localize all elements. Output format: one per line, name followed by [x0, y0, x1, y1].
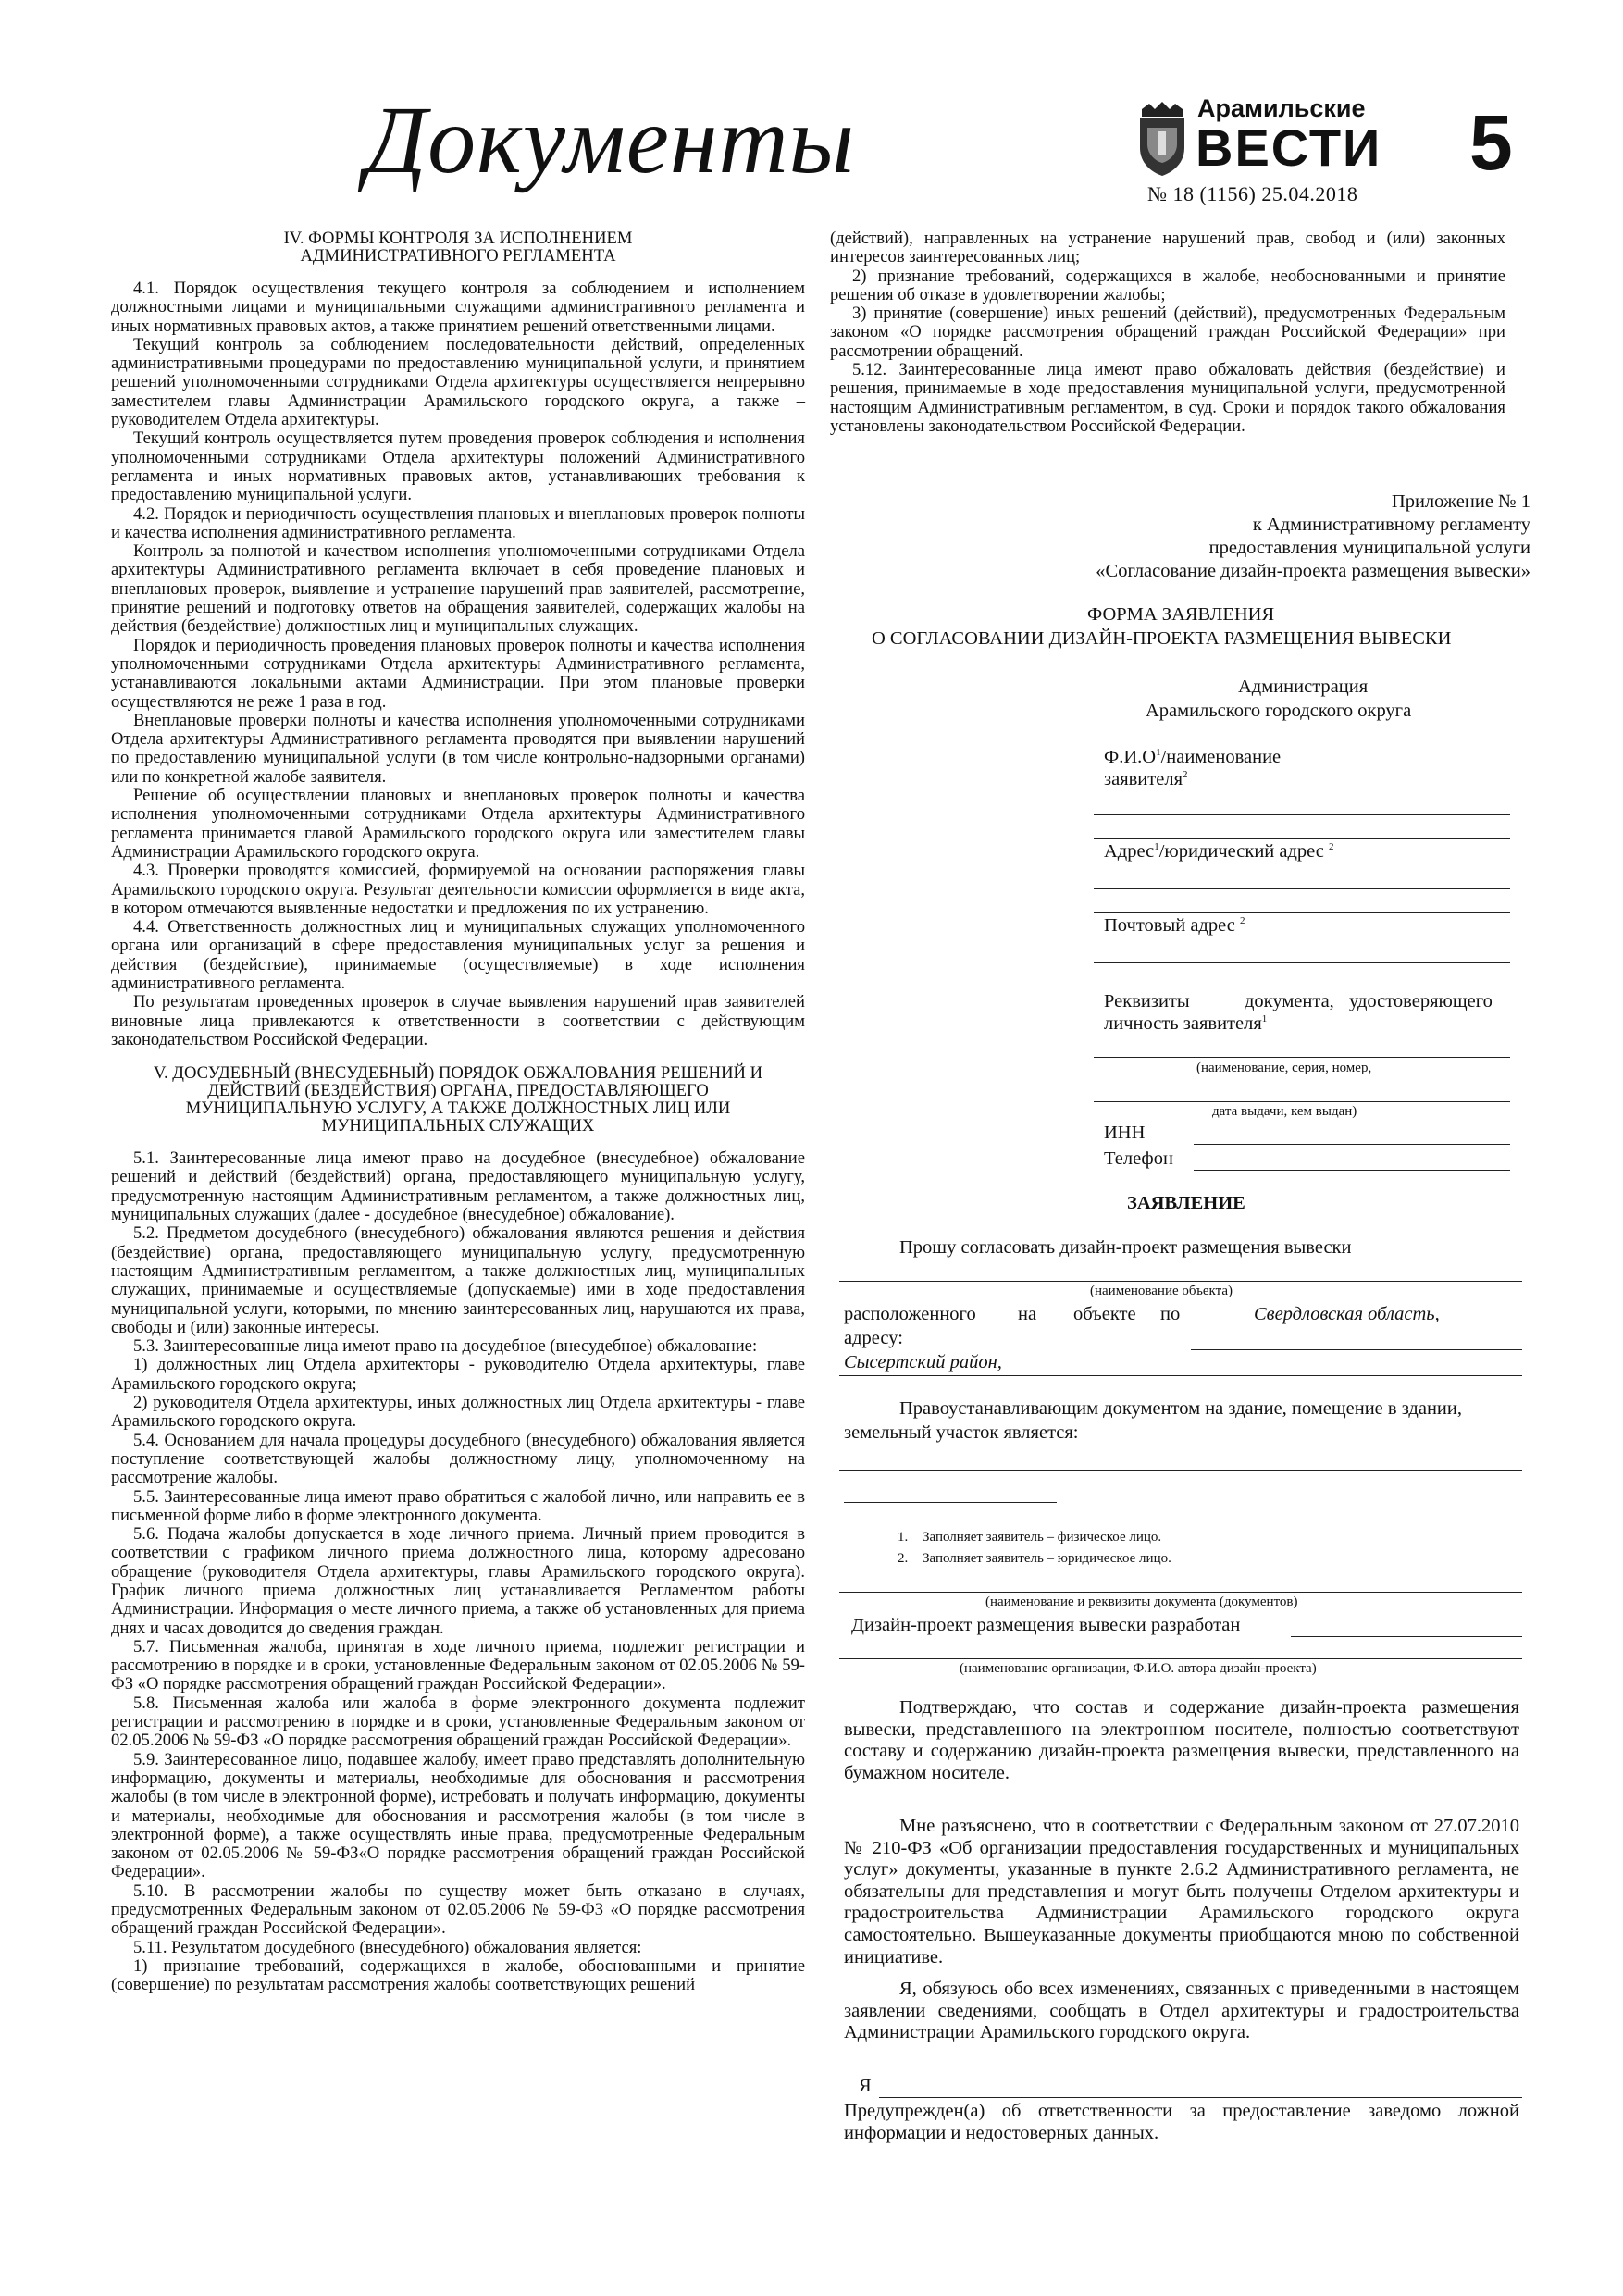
addressee-2: Арамильского городского округа: [1146, 701, 1412, 721]
coat-of-arms-icon: [1136, 100, 1188, 178]
located-word-3: объекте: [1073, 1304, 1136, 1324]
region-value[interactable]: Свердловская область,: [1254, 1304, 1440, 1324]
paragraph: 5.1. Заинтересованные лица имеют право на досудебное (внесудебное) обжалование решений и действий (бездействий) органа, предоставляющего муниципальную услугу, предусмотренную настоящим Административным регламентом, а также должностных лиц, муниципальных служащих (далее - досудебное (внесудебное) обжалование).: [111, 1148, 805, 1225]
paragraph: Контроль за полнотой и качеством исполнения уполномоченными сотрудниками Отдела архитектуры Административного регламента включает в себя проведение плановых и внеплановых проверок, выявление и устранение нарушений прав заявителей, рассмотрение, принятие решений и подготовку ответов на обращения заявителей, содержащих жалобы на действия (бездействие) должностных лиц и муниципальных служащих.: [111, 541, 805, 637]
paragraph: 1) должностных лиц Отдела архитекторы - руководителю Отдела архитектуры, главе Арамильского городского округа;: [111, 1355, 805, 1394]
appendix-line-2: к Административному регламенту: [1252, 515, 1530, 535]
left-column: [111, 230, 805, 1995]
paragraph: 5.4. Основанием для начала процедуры досудебного (внесудебного) обжалования является поступление соответствующей жалобы должностному лицу, уполномоченному на рассмотрение жалобы.: [111, 1430, 805, 1488]
id-doc-label-1b: документа,: [1245, 991, 1334, 1011]
paragraph: 4.2. Порядок и периодичность осуществления плановых и внеплановых проверок полноты и качества исполнения административного регламента.: [111, 503, 805, 542]
paragraph: 5.6. Подача жалобы допускается в ходе личного приема. Личный прием проводится в соответствии с графиком личного приема должностного лица, которому адресовано обращение (руководителя Отдела архитектуры, главы Арамильского городского округа). График личного приема должностных лиц устанавливается Регламентом работы Администрации. Информация о месте личного приема, а также об установленных для приема днях и часах доводится до сведения граждан.: [111, 1524, 805, 1638]
id-doc-input-line-1[interactable]: [1094, 1057, 1510, 1058]
located-word-4: по: [1160, 1304, 1181, 1324]
postal-address-label: Почтовый адрес $^2$: [1104, 915, 1245, 936]
right-column-text: [830, 230, 1505, 436]
postal-input-line-1[interactable]: [1094, 962, 1510, 963]
paragraph: 5.7. Письменная жалоба, принятая в ходе личного приема, подлежит регистрации и рассмотрению в порядке и в сроки, установленные Федеральным законом от 02.05.2006 № 59-ФЗ «О порядке рассмотрения обращений граждан Российской Федерации».: [111, 1636, 805, 1694]
signature-input-line[interactable]: [879, 2097, 1522, 2098]
fio-input-line-2[interactable]: [1094, 838, 1510, 839]
title-doc-input-line[interactable]: [839, 1470, 1522, 1471]
paragraph: Текущий контроль за соблюдением последовательности действий, определенных административными процедурами по предоставлению муниципальной услуги, и принятием решений уполномоченными сотрудниками Отдела архитектуры осуществляется непрерывно заместителем главы Администрации Арамильского городского округа, а также – руководителем Отдела архитектуры.: [111, 334, 805, 430]
address-word: адресу:: [844, 1328, 903, 1348]
paragraph: 5.12. Заинтересованные лица имеют право обжаловать действия (бездействие) и решения, принимаемые в ходе предоставления муниципальной услуги, предусмотренной настоящим Административным регламентом, в суд. Сроки и порядок такого обжалования установлены законодательством Российской Федерации.: [830, 360, 1505, 436]
paragraph: 5.2. Предметом досудебного (внесудебного) обжалования являются решения и действия (бездействие) органа, предоставляющего муниципальную услугу, предусмотренную настоящим Административным регламентом, а также должностных лиц, муниципальных служащих, принимаемые и осуществляемые (допускаемые) ими в ходе предоставления муниципальной услуги, которыми, по мнению заинтересованных лиц, нарушаются их права, свободы и (или) законные интересы.: [111, 1223, 805, 1337]
paragraph: По результатам проведенных проверок в случае выявления нарушений прав заявителей виновные лица привлекаются к ответственности в соответствии с действующим законодательством Российской Федерации.: [111, 992, 805, 1049]
id-doc-label-1a: Реквизиты: [1104, 991, 1190, 1011]
paragraph: 5.5. Заинтересованные лица имеют право обратиться с жалобой лично, или направить ее в письменной форме либо в форме электронного документа.: [111, 1486, 805, 1525]
page-number: 5: [1469, 99, 1513, 186]
section-title: Документы: [365, 87, 856, 193]
inn-input-line[interactable]: [1194, 1144, 1510, 1145]
newspaper-logo: [1136, 94, 1382, 180]
section-heading-v: V. ДОСУДЕБНЫЙ (ВНЕСУДЕБНЫЙ) ПОРЯДОК ОБЖАЛОВАНИЯ РЕШЕНИЙ И ДЕЙСТВИЙ (БЕЗДЕЙСТВИЯ) ОРГАНА, ПРЕДОСТАВЛЯЮЩЕГО МУНИЦИПАЛЬНУЮ УСЛУГУ, А ТАКЖЕ ДОЛЖНОСТНЫХ ЛИЦ ИЛИ МУНИЦИПАЛЬНЫХ СЛУЖАЩИХ: [153, 1063, 763, 1136]
paragraph: Решение об осуществлении плановых и внеплановых проверок полноты и качества исполнения уполномоченными сотрудниками Отдела архитектуры Административного регламента принимается главой Арамильского городского округа или заместителем главы Администрации Арамильского городского округа.: [111, 786, 805, 862]
located-word-1: расположенного: [844, 1304, 976, 1324]
paragraph: Текущий контроль осуществляется путем проведения проверок соблюдения и исполнения уполномоченными сотрудниками Отдела архитектуры положений Административного регламента и иных нормативных правовых актов, устанавливающих требования к предоставлению муниципальной услуги.: [111, 428, 805, 505]
footnote-divider: [844, 1502, 1057, 1503]
statement-heading: ЗАЯВЛЕНИЕ: [1127, 1193, 1245, 1213]
warning-paragraph: Предупрежден(а) об ответственности за предоставление заведомо ложной информации и недостоверных данных.: [844, 2101, 1519, 2143]
design-author-label: Дизайн-проект размещения вывески разработан: [851, 1615, 1241, 1635]
design-author-input-line[interactable]: [1291, 1636, 1522, 1637]
paragraph: (действий), направленных на устранение нарушений прав, свобод и (или) законных интересов заинтересованных лиц;: [830, 229, 1505, 267]
logo-title-small: Арамильские: [1197, 94, 1366, 122]
paragraph: 5.9. Заинтересованное лицо, подавшее жалобу, имеет право представлять дополнительную информацию, документы и материалы, необходимые для обоснования и рассмотрения жалобы (в том числе в электронной форме), истребовать и получать информацию, документы и материалы, необходимые для обоснования и рассмотрения жалобы (в том числе в электронной форме), а также осуществлять иные права, предусмотренные Федеральным законом от 02.05.2006 № 59-ФЗ«О порядке рассмотрения обращений граждан Российской Федерации».: [111, 1749, 805, 1882]
footnote-1-number: 1.: [898, 1530, 909, 1545]
title-doc-text-2: земельный участок является:: [844, 1422, 1079, 1443]
section-heading-iv: IV. ФОРМЫ КОНТРОЛЯ ЗА ИСПОЛНЕНИЕМ АДМИНИСТРАТИВНОГО РЕГЛАМЕНТА: [283, 229, 633, 266]
issue-number: № 18 (1156) 25.04.2018: [1147, 182, 1358, 205]
fio-label: $Ф.И.О^1$/наименование: [1104, 747, 1282, 767]
paragraph: 1) признание требований, содержащихся в жалобе, обоснованными и принятие (совершение) по результатам рассмотрения жалобы соответствующих решений: [111, 1955, 805, 1995]
appendix-line-4: «Согласование дизайн-проекта размещения вывески»: [1096, 561, 1530, 581]
address-label: Адрес$^1$/юридический адрес $^2$: [1104, 841, 1334, 862]
district-value[interactable]: Сысертский район,: [844, 1352, 1002, 1372]
title-doc-caption: (наименование и реквизиты документа (документов): [985, 1595, 1298, 1609]
paragraph: 2) руководителя Отдела архитектуры, иных должностных лиц Отдела архитектуры - главе Арамильского городского округа.: [111, 1393, 805, 1432]
confirmation-paragraph: Подтверждаю, что состав и содержание дизайн-проекта размещения вывески, представленного на электронном носителе, полностью соответствуют составу и содержанию дизайн-проекта размещения вывески, представленного на бумажном носителе.: [844, 1697, 1519, 1783]
appendix-line-3: предоставления муниципальной услуги: [1208, 538, 1530, 558]
footnote-2: Заполняет заявитель – юридическое лицо.: [923, 1551, 1171, 1566]
applicant-label: заявителя$^2$: [1104, 769, 1188, 789]
form-title-1: ФОРМА ЗАЯВЛЕНИЯ: [1087, 604, 1275, 625]
paragraph: 5.3. Заинтересованные лица имеют право на досудебное (внесудебное) обжалование:: [133, 1336, 758, 1357]
footnote-2-number: 2.: [898, 1551, 909, 1566]
address-input-line-1[interactable]: [1094, 888, 1510, 889]
id-doc-input-line-2[interactable]: [1094, 1101, 1510, 1102]
paragraph: Внеплановые проверки полноты и качества исполнения уполномоченными сотрудниками Отдела архитектуры Административного регламента проводятся при выявлении нарушений по предоставлению муниципальной услуги (в том числе контрольно-надзорными органами) или по конкретной жалобе заявителя.: [111, 710, 805, 787]
phone-input-line[interactable]: [1194, 1170, 1510, 1171]
object-name-caption: (наименование объекта): [1090, 1284, 1233, 1298]
title-doc-input-line-2[interactable]: [839, 1592, 1522, 1593]
fio-input-line-1[interactable]: [1094, 814, 1510, 815]
request-text: Прошу согласовать дизайн-проект размещения вывески: [899, 1237, 1352, 1258]
paragraph: 4.1. Порядок осуществления текущего контроля за соблюдением и исполнением должностными лицами и муниципальными служащими административного регламента и иных нормативных правовых актов, а также принятием решений ответственными лицами.: [111, 279, 805, 336]
design-author-caption: (наименование организации, Ф.И.О. автора дизайн-проекта): [960, 1661, 1317, 1676]
object-address-line-2[interactable]: [839, 1375, 1522, 1376]
id-doc-caption-2: дата выдачи, кем выдан): [1212, 1104, 1357, 1119]
paragraph: 5.8. Письменная жалоба или жалоба в форме электронного документа подлежит регистрации и рассмотрению в порядке и в сроки, установленные Федеральным законом от 02.05.2006 № 59-ФЗ «О порядке рассмотрения обращений граждан Российской Федерации».: [111, 1693, 805, 1751]
id-doc-caption-1: (наименование, серия, номер,: [1196, 1061, 1372, 1075]
paragraph: Порядок и периодичность проведения плановых проверок полноты и качества исполнения уполномоченными сотрудниками Отдела архитектуры Административного регламента, устанавливаются локальными актами Администрации. При этом плановые проверки осуществляются не реже 1 раза в год.: [111, 635, 805, 712]
paragraph: 4.3. Проверки проводятся комиссией, формируемой на основании распоряжения главы Арамильского городского округа. Результат деятельности комиссии оформляется в виде акта, в котором отмечаются выявленные недостатки и предложения по их устранению.: [111, 861, 805, 918]
paragraph: 5.10. В рассмотрении жалобы по существу может быть отказано в случаях, предусмотренных Федеральным законом от 02.05.2006 № 59-ФЗ «О порядке рассмотрения обращений граждан Российской Федерации».: [111, 1880, 805, 1939]
addressee-1: Администрация: [1238, 676, 1369, 697]
explanation-paragraph: Мне разъяснено, что в соответствии с Федеральным законом от 27.07.2010 № 210-ФЗ «Об организации предоставления государственных и муниципальных услуг» документы, указанные в пункте 2.6.2 Административного регламента, не обязательны для представления и могут быть получены Отделом архитектуры и градостроительства Администрации Арамильского городского округа самостоятельно. Вышеуказанные документы приобщаются мною по собственной инициативе.: [844, 1816, 1519, 1967]
inn-label: ИНН: [1104, 1123, 1146, 1143]
signature-ya: Я: [859, 2076, 872, 2096]
appendix-line-1: Приложение № 1: [1391, 491, 1530, 512]
logo-title-big: ВЕСТИ: [1196, 118, 1382, 177]
id-doc-label-2: личность заявителя$^1$: [1104, 1013, 1268, 1034]
id-doc-label-1c: удостоверяющего: [1349, 991, 1493, 1011]
address-input-line-2[interactable]: [1094, 912, 1510, 913]
paragraph: 3) принятие (совершение) иных решений (действий), предусмотренных Федеральным законом «О порядке рассмотрения обращений граждан Российской Федерации» при рассмотрении обращений.: [830, 304, 1505, 361]
title-doc-text-1: Правоустанавливающим документом на здание, помещение в здании,: [899, 1398, 1462, 1419]
phone-label: Телефон: [1104, 1148, 1173, 1169]
paragraph: 5.11. Результатом досудебного (внесудебного) обжалования является:: [133, 1937, 642, 1957]
paragraph: 2) признание требований, содержащихся в жалобе, необоснованными и принятие решения об отказе в удовлетворении жалобы;: [830, 266, 1505, 304]
footnote-1: Заполняет заявитель – физическое лицо.: [923, 1530, 1162, 1545]
object-name-input-line[interactable]: [839, 1281, 1522, 1282]
located-word-2: на: [1018, 1304, 1037, 1324]
design-author-input-line-2[interactable]: [839, 1658, 1522, 1659]
form-title-2: О СОГЛАСОВАНИИ ДИЗАЙН-ПРОЕКТА РАЗМЕЩЕНИЯ ВЫВЕСКИ: [872, 628, 1452, 649]
object-address-input-line[interactable]: [1191, 1349, 1522, 1350]
paragraph: 4.4. Ответственность должностных лиц и муниципальных служащих уполномоченного органа или организаций в сфере предоставления муниципальных услуг за решения и действия (бездействие), принимаемые (осуществляемые) в ходе исполнения административного регламента.: [111, 917, 805, 993]
obligation-paragraph: Я, обязуюсь обо всех изменениях, связанных с приведенными в настоящем заявлении сведениями, сообщать в Отдел архитектуры и градостроительства Администрации Арамильского городского округа.: [844, 1979, 1519, 2043]
